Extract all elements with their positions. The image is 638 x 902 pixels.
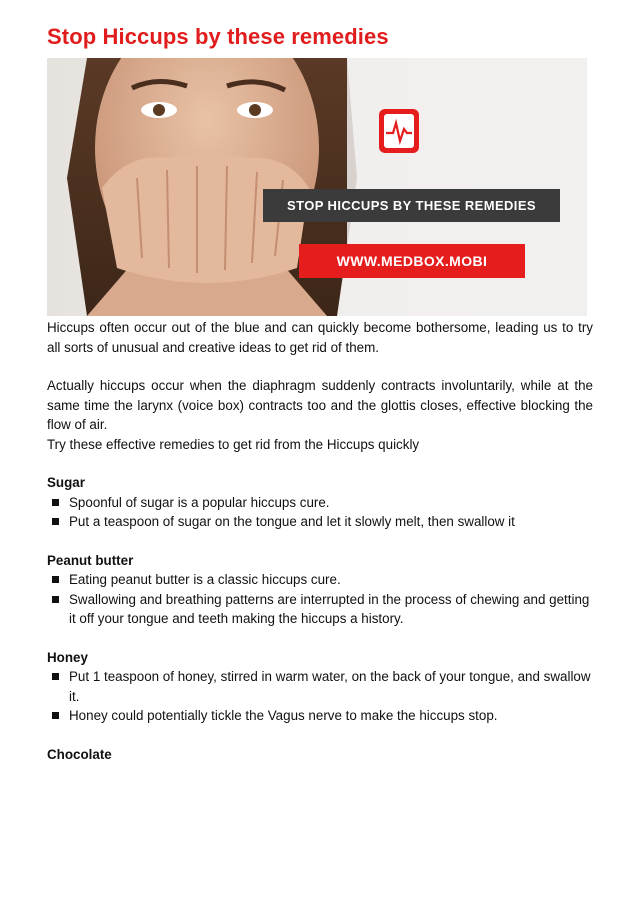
bullet-list [47,493,593,532]
heartbeat-logo-icon [377,107,421,155]
section-peanut-butter [47,551,593,629]
section-heading: Peanut butter [47,552,134,568]
page-title: Stop Hiccups by these remedies [47,24,389,49]
section-chocolate [47,745,593,765]
list-item: Eating peanut butter is a classic hiccups cure. [47,570,593,590]
hero-image [47,58,587,316]
section-heading: Honey [47,649,88,665]
intro-paragraph-3: Try these effective remedies to get rid from the Hiccups quickly [47,436,420,452]
hero-banner-url: WWW.MEDBOX.MOBI [299,244,525,278]
bullet-list [47,570,593,629]
section-heading: Sugar [47,475,85,490]
hero-banner-title: STOP HICCUPS BY THESE REMEDIES [263,189,560,222]
list-item: Put 1 teaspoon of honey, stirred in warm water, on the back of your tongue, and swallow it. [47,667,593,706]
intro-paragraph-1: Hiccups often occur out of the blue and can quickly become bothersome, leading us to try all sorts of unusual and creative ideas to get rid of them. [47,320,593,355]
intro-paragraph-2: Actually hiccups occur when the diaphragm suddenly contracts involuntarily, while at the same time the larynx (voice box) contracts too and the glottis closes, effective blocking the flow of air. [47,378,593,432]
section-sugar [47,473,593,532]
list-item: Swallowing and breathing patterns are interrupted in the process of chewing and getting it off your tongue and teeth making the hiccups a history. [47,590,593,629]
list-item: Spoonful of sugar is a popular hiccups cure. [47,493,593,513]
list-item: Honey could potentially tickle the Vagus nerve to make the hiccups stop. [47,706,593,726]
bullet-list [47,667,593,726]
article-body [47,318,593,764]
section-honey [47,648,593,726]
list-item: Put a teaspoon of sugar on the tongue and let it slowly melt, then swallow it [47,512,593,532]
section-heading: Chocolate [47,746,112,762]
